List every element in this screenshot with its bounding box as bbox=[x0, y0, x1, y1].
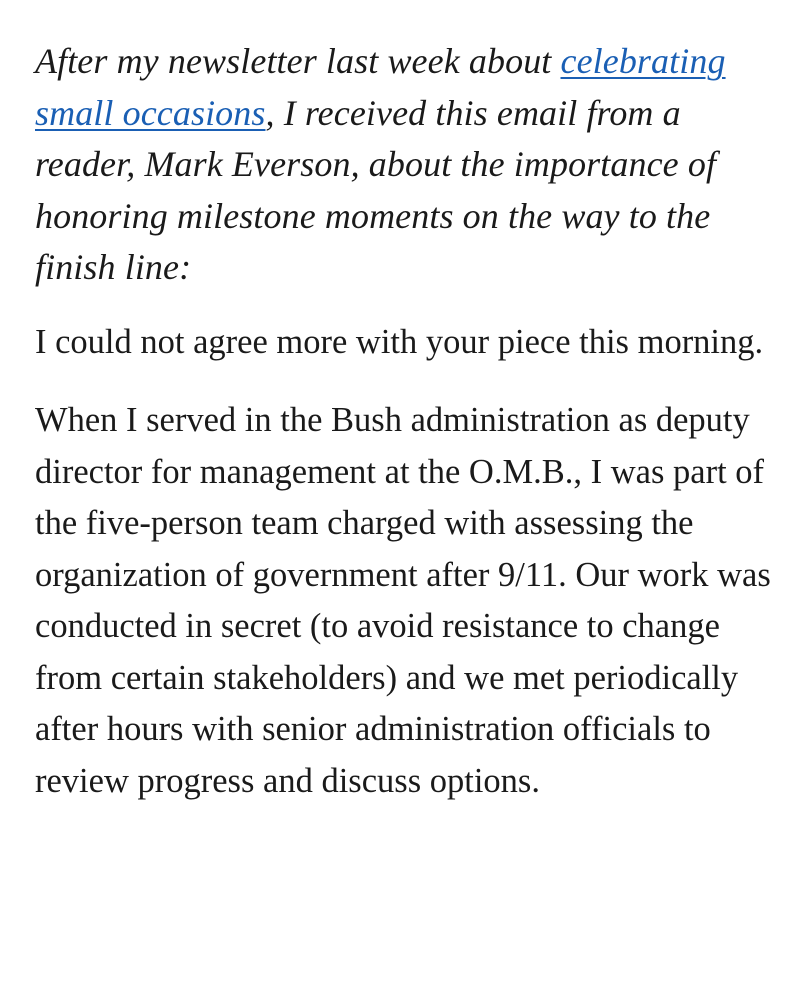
intro-paragraph bbox=[35, 36, 775, 294]
intro-text-after: , I received this email from a reader, Mark Everson, about the importance of honoring milestone moments on the way to the finish line: bbox=[35, 92, 717, 287]
letter-paragraph-2: When I served in the Bush administration as deputy director for management at the O.M.B., I was part of the five-person team charged with assessing the organization of government after 9/11. Our work was conducted in secret (to avoid resistance to change from certain stakeholders) and we met periodically after hours with senior administration officials to review progress and discuss options. bbox=[35, 401, 771, 800]
celebrating-small-occasions-link[interactable]: celebrating small occasions bbox=[35, 41, 726, 133]
intro-text-before: After my newsletter last week about bbox=[35, 41, 561, 81]
article-body bbox=[35, 36, 775, 807]
letter-paragraph-1: I could not agree more with your piece this morning. bbox=[35, 322, 764, 361]
